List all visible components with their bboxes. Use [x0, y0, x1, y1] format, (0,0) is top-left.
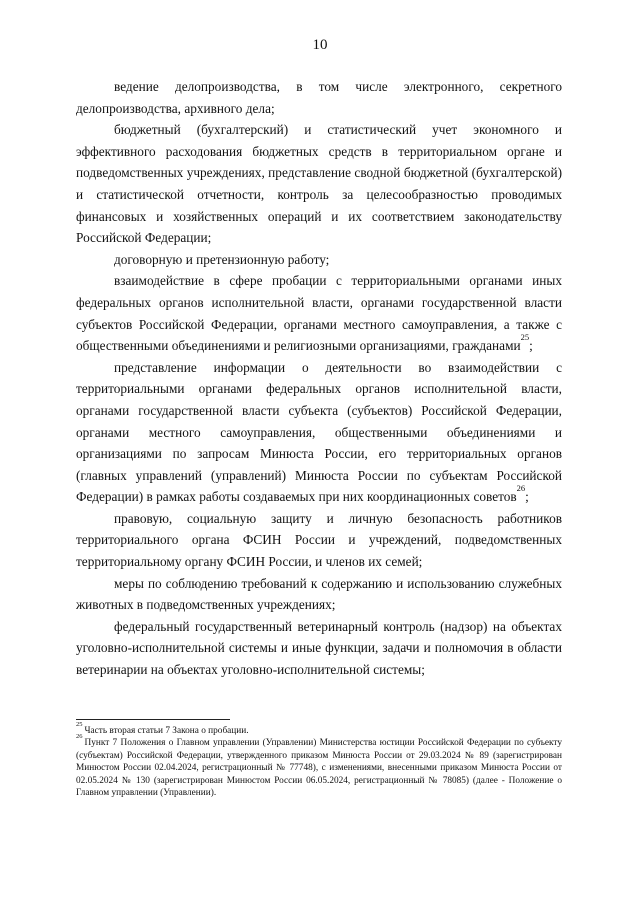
- paragraph-text: представление информации о деятельности во взаимодействии с территориальными органами федеральных органов исполнительной власти, органами государственной власти субъекта (субъектов) Российской Федерации, органами местного самоуправления, общественными объединениями и организациями по запросам Минюста России, его территориальных органов (главных управлений (управлений) Минюста России по субъектам Российской Федерации) в рамках работы создаваемых при них координационных советов: [76, 359, 562, 505]
- paragraph-punctuation: ;: [529, 338, 533, 354]
- paragraph-information-provision: [76, 357, 562, 508]
- paragraph-service-animals: [76, 573, 562, 616]
- footnote-26: [76, 733, 562, 799]
- footnote-text: Пункт 7 Положения о Главном управлении (Управлении) Министерства юстиции Российской Федерации по субъекту (субъектам) Российской Федерации, утвержденного приказом Минюста России от 29.03.2024 № 89 (зарегистрирован Минюстом России 02.04.2024, регистрационный № 77748), с изменениями, внесенными приказом Минюста России от 02.05.2024 № 130 (зарегистрирован Минюстом России 06.05.2024, регистрационный № 78085) (далее - Положение о Главном управлении (Управлении).: [76, 738, 562, 799]
- footnote-separator: [76, 719, 230, 720]
- document-body: [76, 76, 562, 681]
- paragraph-text: федеральный государственный ветеринарный контроль (надзор) на объектах уголовно-исполнительной системы и иные функции, задачи и полномочия в области ветеринарии на объектах уголовно-исполнительной системы;: [76, 618, 562, 678]
- footnote-mark: 25: [76, 720, 83, 728]
- footnote-25: [76, 720, 562, 737]
- paragraph-text: взаимодействие в сфере пробации с территориальными органами иных федеральных органов исполнительной власти, органами государственной власти субъектов Российской Федерации, органами местного самоуправления, а также с общественными объединениями и религиозными организациями, гражданами: [76, 273, 562, 354]
- footnote-reference-25: 25: [520, 331, 530, 342]
- paragraph-legal-protection: [76, 508, 562, 573]
- paragraph-punctuation: ;: [525, 489, 529, 505]
- footnotes-section: [76, 720, 562, 799]
- paragraph-text: меры по соблюдению требований к содержанию и использованию служебных животных в подведомственных учреждениях;: [76, 575, 562, 613]
- paragraph-text: ведение делопроизводства, в том числе электронного, секретного делопроизводства, архивного дела;: [76, 79, 562, 116]
- paragraph-text: договорную и претензионную работу;: [114, 251, 330, 267]
- paragraph-text: бюджетный (бухгалтерский) и статистический учет экономного и эффективного расходования бюджетных средств в территориальном органе и подведомственных учреждениях, представление сводной бюджетной (бухгалтерской) и статистической отчетности, контроль за целесообразностью проводимых финансовых и хозяйственных операций и их соответствием законодательству Российской Федерации;: [76, 122, 562, 246]
- footnote-reference-26: 26: [516, 482, 526, 493]
- footnote-text: Часть вторая статьи 7 Закона о пробации.: [84, 726, 249, 736]
- page-number: 10: [312, 37, 328, 53]
- footnote-mark: 26: [76, 733, 83, 741]
- paragraph-text: правовую, социальную защиту и личную безопасность работников территориального органа ФСИН России и учреждений, подведомственных территориальному органу ФСИН России, и членов их семей;: [76, 510, 562, 570]
- paragraph-probation-interaction: [76, 270, 562, 356]
- paragraph-records-management: [76, 76, 562, 119]
- paragraph-contract-work: [76, 249, 562, 271]
- paragraph-veterinary-control: [76, 616, 562, 681]
- paragraph-budget-accounting: [76, 119, 562, 249]
